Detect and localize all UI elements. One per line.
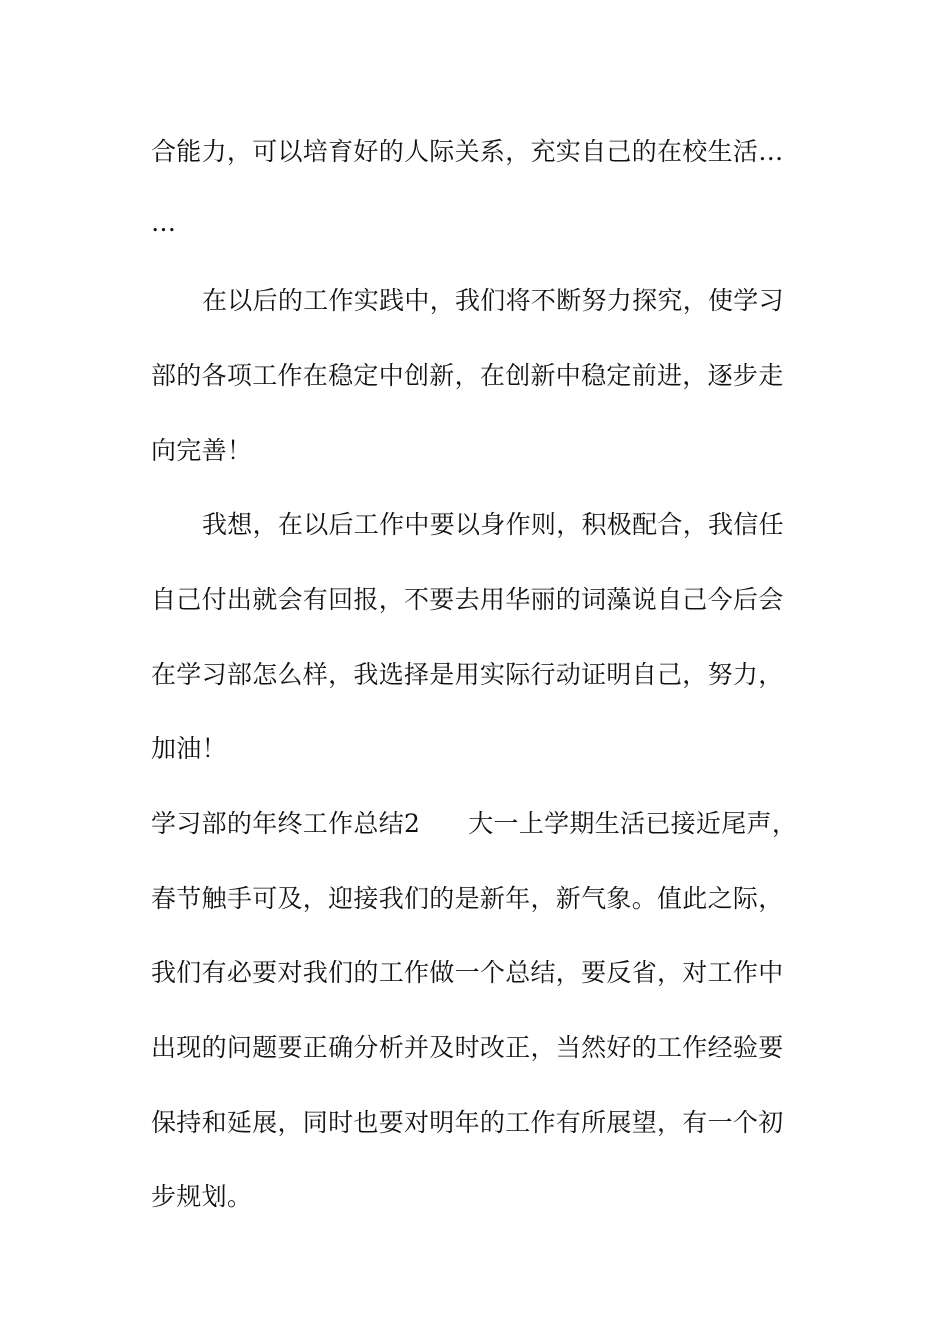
text-line: …	[151, 208, 177, 237]
section-title: 学习部的年终工作总结2	[151, 809, 421, 838]
paragraph-start-line: 我想，在以后工作中要以身作则，积极配合，我信任	[202, 510, 784, 539]
text-line: 出现的问题要正确分析并及时改正，当然好的工作经验要	[151, 1033, 784, 1062]
text-line: 大一上学期生活已接近尾声，	[468, 809, 798, 838]
text-line: 合能力，可以培育好的人际关系，充实自己的在校生活…	[151, 137, 784, 166]
text-line: 加油！	[151, 734, 227, 763]
text-line: 自己付出就会有回报，不要去用华丽的词藻说自己今后会	[151, 585, 784, 614]
text-line: 在学习部怎么样，我选择是用实际行动证明自己，努力，	[151, 660, 784, 689]
paragraph-start-line: 在以后的工作实践中，我们将不断努力探究，使学习	[202, 286, 784, 315]
text-line: 部的各项工作在稳定中创新，在创新中稳定前进，逐步走	[151, 361, 784, 390]
text-line: 我们有必要对我们的工作做一个总结，要反省，对工作中	[151, 958, 784, 987]
text-line: 保持和延展，同时也要对明年的工作有所展望，有一个初	[151, 1108, 784, 1137]
text-line: 步规划。	[151, 1182, 253, 1211]
text-line: 春节触手可及，迎接我们的是新年，新气象。值此之际，	[151, 884, 784, 913]
text-line: 向完善！	[151, 436, 253, 465]
section-heading-line	[151, 809, 801, 839]
